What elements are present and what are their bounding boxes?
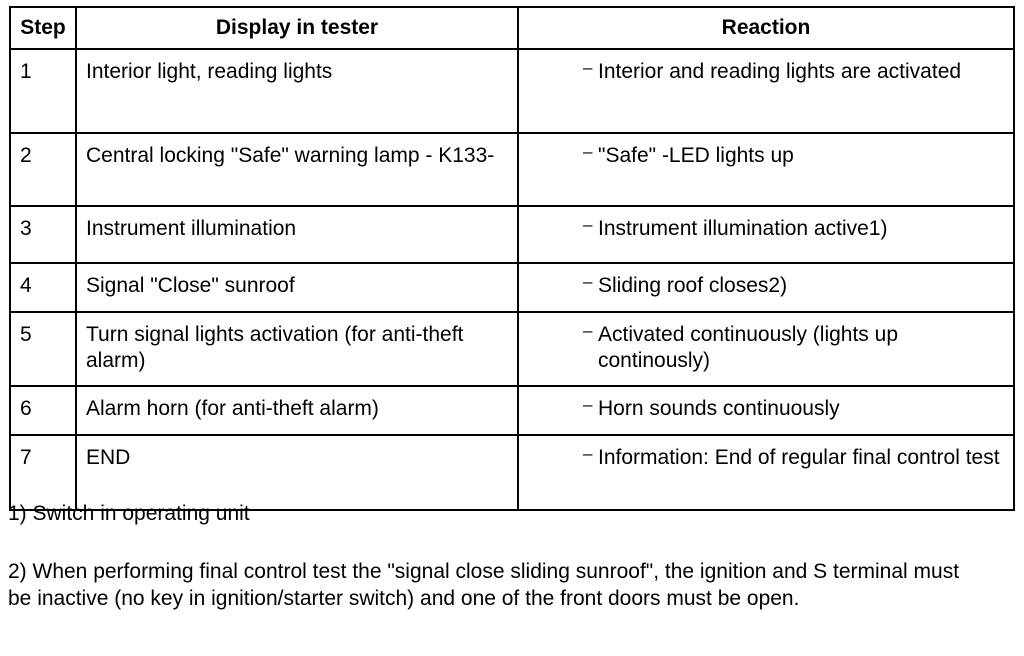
reaction-text: Instrument illumination active1) <box>598 217 888 240</box>
step-number: 3 <box>10 206 76 263</box>
step-number: 6 <box>10 386 76 435</box>
reaction-cell <box>518 435 1014 510</box>
table-row <box>10 435 1014 510</box>
table-row <box>10 263 1014 312</box>
reaction-cell <box>518 49 1014 133</box>
table-header-row <box>10 7 1014 49</box>
final-control-test-table <box>9 6 1015 511</box>
reaction-text: Horn sounds continuously <box>598 397 840 420</box>
bullet-dash: – <box>583 395 593 414</box>
display-text: Central locking "Safe" warning lamp - K133- <box>76 133 518 206</box>
footnote-1: 1) Switch in operating unit <box>8 502 250 525</box>
header-reaction: Reaction <box>518 7 1014 49</box>
reaction-cell <box>518 206 1014 263</box>
bullet-dash: – <box>583 444 593 463</box>
step-number: 7 <box>10 435 76 510</box>
reaction-text: Information: End of regular final control test <box>598 446 1000 469</box>
display-text: END <box>76 435 518 510</box>
reaction-text: "Safe" -LED lights up <box>598 144 794 167</box>
bullet-dash: – <box>583 215 593 234</box>
table-row <box>10 206 1014 263</box>
reaction-cell <box>518 133 1014 206</box>
bullet-dash: – <box>583 58 593 77</box>
display-text: Signal "Close" sunroof <box>76 263 518 312</box>
table-row <box>10 133 1014 206</box>
header-display-in-tester: Display in tester <box>76 7 518 49</box>
table-row <box>10 386 1014 435</box>
reaction-text: Activated continuously (lights up continously) <box>598 323 898 372</box>
display-text: Turn signal lights activation (for anti-theft alarm) <box>76 312 518 386</box>
display-text: Alarm horn (for anti-theft alarm) <box>76 386 518 435</box>
table-row <box>10 49 1014 133</box>
display-text: Instrument illumination <box>76 206 518 263</box>
bullet-dash: – <box>583 142 593 161</box>
footnote-2: 2) When performing final control test the "signal close sliding sunroof", the ignition and S terminal must be inactive (no key in ignition/starter switch) and one of the front doors must be open. <box>8 560 960 610</box>
reaction-text: Interior and reading lights are activated <box>598 60 962 83</box>
step-number: 4 <box>10 263 76 312</box>
step-number: 2 <box>10 133 76 206</box>
display-text: Interior light, reading lights <box>76 49 518 133</box>
reaction-text: Sliding roof closes2) <box>598 274 788 297</box>
header-step: Step <box>10 7 76 49</box>
reaction-cell <box>518 386 1014 435</box>
reaction-cell <box>518 312 1014 386</box>
step-number: 1 <box>10 49 76 133</box>
table-row <box>10 312 1014 386</box>
bullet-dash: – <box>583 272 593 291</box>
bullet-dash: – <box>583 321 593 340</box>
step-number: 5 <box>10 312 76 386</box>
reaction-cell <box>518 263 1014 312</box>
